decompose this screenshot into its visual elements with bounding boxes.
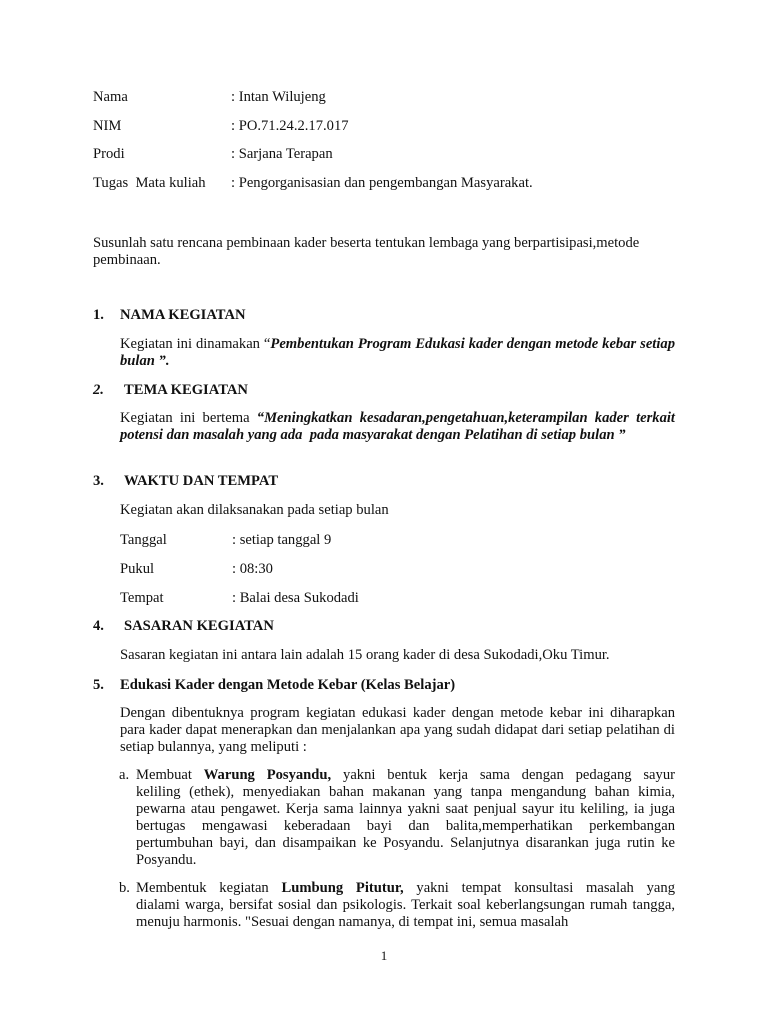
section-number: 2. (93, 382, 104, 398)
section-number: 5. (93, 677, 104, 693)
list-item-body: dialami warga, bersifat sosial dan psikologis. Terkait soal keberlangsungan rumah tangga, menuju harmonis. "Sesuai dengan namanya, di tempat ini, semua masalah (136, 897, 675, 930)
list-item-first-line (119, 767, 675, 784)
list-item-lead-end: yakni tempat konsultasi masalah yang (403, 880, 675, 896)
section-number: 3. (93, 473, 104, 489)
list-item-lead-end: yakni bentuk kerja sama dengan pedagang sayur (331, 767, 675, 783)
activity-name: Pembentukan Program Edukasi kader dengan metode kebar setiap bulan ”. (120, 336, 675, 369)
list-item-first-line (119, 880, 675, 897)
field-label: Tugas Mata kuliah (93, 175, 206, 191)
section-2-text (120, 410, 679, 444)
activity-theme: “Meningkatkan kesadaran,pengetahuan,keterampilan kader terkait potensi dan masalah yang ada pada masyarakat dengan Pelatihan di setiap bulan ” (120, 410, 679, 443)
detail-label: Pukul (120, 561, 155, 577)
field-label: Nama (93, 89, 128, 105)
section-title: Edukasi Kader dengan Metode Kebar (Kelas Belajar) (120, 677, 456, 693)
section-5-text: Dengan dibentuknya program kegiatan edukasi kader dengan metode kebar ini diharapkan para kader dapat menerapkan dan menjalankan apa yang sudah didapat dari setiap pelatihan di setiap bulannya, yang meliputi : (120, 705, 675, 755)
list-item-warung-posyandu (119, 767, 675, 869)
list-item-lumbung-pitutur (119, 880, 675, 931)
detail-value: : setiap tanggal 9 (232, 532, 332, 548)
list-marker: a. (119, 767, 130, 783)
section-3-intro: Kegiatan akan dilaksanakan pada setiap bulan (120, 502, 389, 518)
section-1-text (120, 336, 675, 370)
section-title: SASARAN KEGIATAN (124, 618, 274, 634)
field-value: : Intan Wilujeng (231, 89, 326, 105)
field-value: : PO.71.24.2.17.017 (231, 118, 349, 134)
list-item-lead: Membentuk kegiatan (136, 880, 282, 896)
section-4-text: Sasaran kegiatan ini antara lain adalah 15 orang kader di desa Sukodadi,Oku Timur. (120, 647, 610, 663)
instruction-text: Susunlah satu rencana pembinaan kader beserta tentukan lembaga yang berpartisipasi,metode pembinaan. (93, 235, 640, 268)
section-title: WAKTU DAN TEMPAT (124, 473, 279, 489)
detail-value: : Balai desa Sukodadi (232, 590, 359, 606)
detail-label: Tanggal (120, 532, 167, 548)
page-number: 1 (380, 948, 388, 963)
section-number: 1. (93, 307, 104, 323)
section-number: 4. (93, 618, 104, 634)
detail-label: Tempat (120, 590, 164, 606)
field-label: NIM (93, 118, 122, 134)
section-title: NAMA KEGIATAN (120, 307, 246, 323)
list-marker: b. (119, 880, 130, 896)
list-item-keyword: Lumbung Pitutur, (281, 880, 404, 896)
text-prefix: Kegiatan ini bertema (120, 410, 257, 426)
field-value: : Sarjana Terapan (231, 146, 333, 162)
field-label: Prodi (93, 146, 125, 162)
detail-value: : 08:30 (232, 561, 273, 577)
text-prefix: Kegiatan ini dinamakan “ (120, 336, 271, 352)
section-title: TEMA KEGIATAN (124, 382, 248, 398)
list-item-body: keliling (ethek), menyediakan bahan makanan yang tanpa mengandung bahan kimia, pewarna atau pengawet. Kerja sama lainnya yakni saat penjual sayur itu keliling, ia juga bertugas mengawasi keberadaan bayi dan balita,memperhatikan perkembangan pertumbuhan bayi, dan disampaikan ke Posyandu. Selanjutnya disarankan juga rutin ke Posyandu. (136, 784, 675, 868)
field-value: : Pengorganisasian dan pengembangan Masyarakat. (231, 175, 533, 191)
list-item-lead: Membuat (136, 767, 204, 783)
list-item-keyword: Warung Posyandu, (203, 767, 332, 783)
